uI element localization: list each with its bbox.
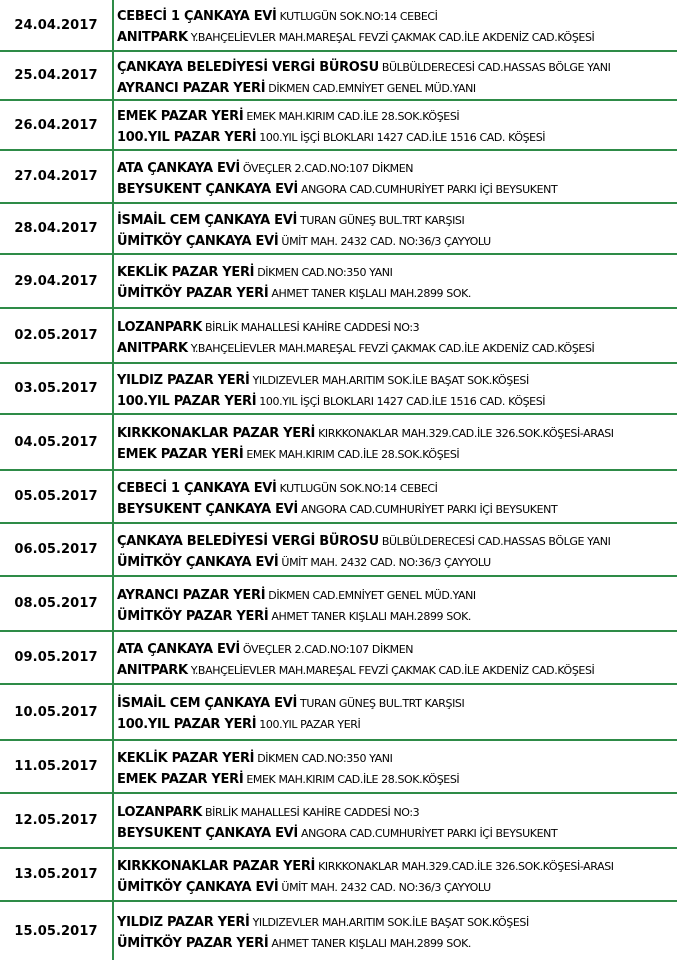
- location-name: AYRANCI PAZAR YERİ: [117, 80, 266, 96]
- location-name: EMEK PAZAR YERİ: [117, 109, 244, 124]
- row-locations: [117, 309, 677, 362]
- row-locations: [117, 255, 677, 307]
- table-row: [0, 151, 677, 204]
- location-name: YILDIZ PAZAR YERİ: [117, 372, 250, 388]
- table-row: [0, 524, 677, 577]
- location-address: AHMET TANER KIŞLALI MAH.2899 SOK.: [271, 287, 471, 300]
- location-name: KEKLİK PAZAR YERİ: [117, 265, 255, 280]
- location-name: ÇANKAYA BELEDİYESİ VERGİ BÜROSU: [117, 533, 379, 549]
- row-locations: [117, 364, 677, 413]
- location-name: ATA ÇANKAYA EVİ: [117, 160, 240, 176]
- row-date: 09.05.2017: [14, 650, 98, 665]
- row-date: 29.04.2017: [14, 273, 98, 289]
- location-name: ANITPARK: [117, 340, 188, 356]
- location-entry: [117, 746, 677, 767]
- location-name: ÜMİTKÖY ÇANKAYA EVİ: [117, 554, 279, 570]
- row-locations: [117, 204, 677, 253]
- table-row: [0, 632, 677, 685]
- location-name: EMEK PAZAR YERİ: [117, 447, 244, 462]
- location-address: AHMET TANER KIŞLALI MAH.2899 SOK.: [271, 609, 471, 623]
- location-entry: [117, 156, 677, 177]
- location-entry: [117, 229, 677, 250]
- row-locations: [117, 794, 677, 847]
- location-address: TURAN GÜNEŞ BUL.TRT KARŞISI: [300, 697, 465, 710]
- row-locations: [117, 471, 677, 522]
- location-address: KUTLUGÜN SOK.NO:14 CEBECİ: [279, 481, 438, 495]
- location-name: ÜMİTKÖY PAZAR YERİ: [117, 936, 269, 951]
- location-address: DİKMEN CAD.EMNİYET GENEL MÜD.YANI: [268, 588, 476, 602]
- row-date: 11.05.2017: [14, 759, 98, 774]
- location-address: ÜMİT MAH. 2432 CAD. NO:36/3 ÇAYYOLU: [281, 880, 491, 894]
- location-address: 100.YIL İŞÇİ BLOKLARI 1427 CAD.İLE 1516 CAD. KÖŞESİ: [259, 394, 546, 408]
- location-address: Y.BAHÇELİEVLER MAH.MAREŞAL FEVZİ ÇAKMAK CAD.İLE AKDENİZ CAD.KÖŞESİ: [190, 31, 595, 44]
- location-address: YILDIZEVLER MAH.ARITIM SOK.İLE BAŞAT SOK.KÖŞESİ: [252, 916, 529, 929]
- location-address: EMEK MAH.KIRIM CAD.İLE 28.SOK.KÖŞESİ: [246, 110, 460, 123]
- location-address: DİKMEN CAD.NO:350 YANI: [257, 266, 393, 279]
- location-entry: [117, 125, 677, 146]
- location-entry: [117, 76, 677, 97]
- location-name: ANITPARK: [117, 30, 188, 45]
- location-address: EMEK MAH.KIRIM CAD.İLE 28.SOK.KÖŞESİ: [246, 772, 460, 786]
- location-entry: [117, 25, 677, 46]
- table-row: [0, 471, 677, 524]
- table-row: [0, 415, 677, 471]
- location-entry: [117, 658, 677, 679]
- location-entry: [117, 4, 677, 25]
- location-name: İSMAİL CEM ÇANKAYA EVİ: [117, 212, 298, 228]
- location-address: TURAN GÜNEŞ BUL.TRT KARŞISI: [300, 213, 465, 227]
- row-date: 06.05.2017: [14, 542, 98, 557]
- location-name: BEYSUKENT ÇANKAYA EVİ: [117, 501, 298, 517]
- location-address: ÖVEÇLER 2.CAD.NO:107 DİKMEN: [242, 642, 414, 656]
- row-date: 28.04.2017: [14, 221, 98, 236]
- location-name: YILDIZ PAZAR YERİ: [117, 915, 250, 930]
- location-address: ANGORA CAD.CUMHURİYET PARKI İÇİ BEYSUKENT: [300, 826, 558, 840]
- row-date: 05.05.2017: [14, 489, 98, 504]
- row-date: 24.04.2017: [14, 17, 98, 33]
- location-entry: [117, 315, 677, 336]
- location-name: KIRKKONAKLAR PAZAR YERİ: [117, 858, 316, 874]
- location-entry: [117, 821, 677, 842]
- row-locations: [117, 577, 677, 630]
- location-address: BİRLİK MAHALLESİ KAHİRE CADDESİ NO:3: [205, 320, 420, 334]
- table-row: [0, 902, 677, 960]
- location-entry: [117, 177, 677, 198]
- location-entry: [117, 208, 677, 229]
- location-entry: [117, 55, 677, 76]
- location-entry: [117, 583, 677, 604]
- location-name: LOZANPARK: [117, 804, 203, 820]
- location-address: ANGORA CAD.CUMHURİYET PARKI İÇİ BEYSUKENT: [300, 182, 558, 196]
- location-entry: [117, 691, 677, 712]
- location-entry: [117, 389, 677, 410]
- location-name: CEBECİ 1 ÇANKAYA EVİ: [117, 480, 277, 496]
- location-entry: [117, 712, 677, 733]
- row-date: 25.04.2017: [14, 68, 98, 83]
- location-entry: [117, 368, 677, 389]
- location-entry: [117, 767, 677, 788]
- row-locations: [117, 849, 677, 900]
- location-entry: [117, 550, 677, 571]
- location-entry: [117, 854, 677, 875]
- location-name: KEKLİK PAZAR YERİ: [117, 750, 255, 766]
- location-name: KIRKKONAKLAR PAZAR YERİ: [117, 426, 316, 441]
- location-address: 100.YIL PAZAR YERİ: [259, 718, 361, 731]
- table-row: [0, 364, 677, 415]
- location-name: BEYSUKENT ÇANKAYA EVİ: [117, 825, 298, 841]
- location-name: ATA ÇANKAYA EVİ: [117, 641, 240, 657]
- location-address: EMEK MAH.KIRIM CAD.İLE 28.SOK.KÖŞESİ: [246, 448, 460, 461]
- location-entry: [117, 875, 677, 896]
- location-address: KIRKKONAKLAR MAH.329.CAD.İLE 326.SOK.KÖŞESİ-ARASI: [318, 427, 614, 440]
- location-entry: [117, 604, 677, 625]
- table-row: [0, 849, 677, 902]
- location-address: Y.BAHÇELİEVLER MAH.MAREŞAL FEVZİ ÇAKMAK CAD.İLE AKDENİZ CAD.KÖŞESİ: [190, 663, 595, 677]
- table-row: [0, 52, 677, 101]
- location-name: CEBECİ 1 ÇANKAYA EVİ: [117, 9, 277, 24]
- row-locations: [117, 151, 677, 202]
- location-name: 100.YIL PAZAR YERİ: [117, 130, 257, 145]
- table-row: [0, 685, 677, 741]
- location-name: LOZANPARK: [117, 319, 203, 335]
- location-entry: [117, 931, 677, 952]
- row-date: 13.05.2017: [14, 867, 98, 882]
- location-name: EMEK PAZAR YERİ: [117, 771, 244, 787]
- table-row: [0, 577, 677, 632]
- row-date: 04.05.2017: [14, 434, 98, 450]
- row-date: 15.05.2017: [14, 923, 98, 939]
- table-row: [0, 0, 677, 52]
- location-entry: [117, 260, 677, 281]
- table-row: [0, 101, 677, 151]
- location-name: AYRANCI PAZAR YERİ: [117, 587, 266, 603]
- location-entry: [117, 421, 677, 442]
- table-row: [0, 741, 677, 794]
- table-row: [0, 309, 677, 364]
- row-locations: [117, 632, 677, 683]
- location-name: İSMAİL CEM ÇANKAYA EVİ: [117, 696, 298, 711]
- location-entry: [117, 476, 677, 497]
- location-entry: [117, 442, 677, 463]
- row-date: 08.05.2017: [14, 596, 98, 611]
- row-date: 26.04.2017: [14, 117, 98, 133]
- location-entry: [117, 637, 677, 658]
- location-name: 100.YIL PAZAR YERİ: [117, 393, 257, 409]
- location-entry: [117, 104, 677, 125]
- row-locations: [117, 101, 677, 149]
- location-address: YILDIZEVLER MAH.ARITIM SOK.İLE BAŞAT SOK.KÖŞESİ: [252, 373, 529, 387]
- row-locations: [117, 902, 677, 960]
- location-name: ÇANKAYA BELEDİYESİ VERGİ BÜROSU: [117, 59, 379, 75]
- location-address: 100.YIL İŞÇİ BLOKLARI 1427 CAD.İLE 1516 CAD. KÖŞESİ: [259, 131, 546, 144]
- location-address: ÜMİT MAH. 2432 CAD. NO:36/3 ÇAYYOLU: [281, 555, 491, 569]
- row-locations: [117, 524, 677, 575]
- location-address: KIRKKONAKLAR MAH.329.CAD.İLE 326.SOK.KÖŞESİ-ARASI: [318, 859, 614, 873]
- location-name: ÜMİTKÖY ÇANKAYA EVİ: [117, 233, 279, 249]
- row-date: 10.05.2017: [14, 704, 98, 720]
- row-locations: [117, 52, 677, 99]
- row-locations: [117, 0, 677, 50]
- table-row: [0, 204, 677, 255]
- location-entry: [117, 800, 677, 821]
- location-address: BÜLBÜLDERECESİ CAD.HASSAS BÖLGE YANI: [381, 60, 611, 74]
- location-address: DİKMEN CAD.NO:350 YANI: [257, 751, 393, 765]
- location-name: 100.YIL PAZAR YERİ: [117, 717, 257, 732]
- row-date: 12.05.2017: [14, 813, 98, 828]
- location-entry: [117, 336, 677, 357]
- location-address: ÜMİT MAH. 2432 CAD. NO:36/3 ÇAYYOLU: [281, 234, 491, 248]
- location-address: Y.BAHÇELİEVLER MAH.MAREŞAL FEVZİ ÇAKMAK CAD.İLE AKDENİZ CAD.KÖŞESİ: [190, 341, 595, 355]
- row-locations: [117, 415, 677, 469]
- row-locations: [117, 741, 677, 792]
- table-row: [0, 255, 677, 309]
- location-name: BEYSUKENT ÇANKAYA EVİ: [117, 181, 298, 197]
- location-name: ÜMİTKÖY PAZAR YERİ: [117, 286, 269, 301]
- location-address: AHMET TANER KIŞLALI MAH.2899 SOK.: [271, 937, 471, 950]
- location-name: ÜMİTKÖY PAZAR YERİ: [117, 608, 269, 624]
- location-entry: [117, 497, 677, 518]
- location-address: ÖVEÇLER 2.CAD.NO:107 DİKMEN: [242, 161, 414, 175]
- location-entry: [117, 910, 677, 931]
- location-entry: [117, 529, 677, 550]
- location-address: ANGORA CAD.CUMHURİYET PARKI İÇİ BEYSUKENT: [300, 502, 558, 516]
- row-date: 03.05.2017: [14, 381, 98, 396]
- location-address: DİKMEN CAD.EMNİYET GENEL MÜD.YANI: [268, 81, 476, 95]
- location-entry: [117, 281, 677, 302]
- row-locations: [117, 685, 677, 739]
- table-row: [0, 794, 677, 849]
- location-address: BİRLİK MAHALLESİ KAHİRE CADDESİ NO:3: [205, 805, 420, 819]
- location-address: KUTLUGÜN SOK.NO:14 CEBECİ: [279, 10, 438, 23]
- location-name: ANITPARK: [117, 662, 188, 678]
- row-date: 27.04.2017: [14, 169, 98, 184]
- location-name: ÜMİTKÖY ÇANKAYA EVİ: [117, 879, 279, 895]
- location-address: BÜLBÜLDERECESİ CAD.HASSAS BÖLGE YANI: [381, 534, 611, 548]
- row-date: 02.05.2017: [14, 328, 98, 343]
